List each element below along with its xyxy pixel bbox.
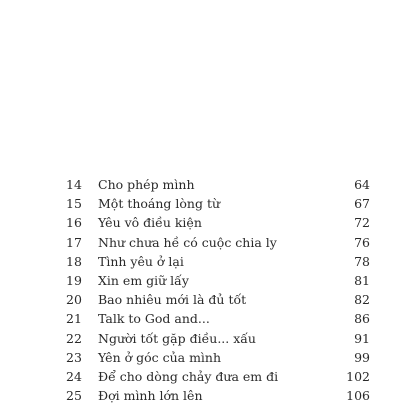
chapter-number: 24 (66, 368, 82, 384)
chapter-number: 18 (66, 253, 82, 269)
chapter-title: Xin em giữ lấy (98, 272, 189, 288)
chapter-number: 25 (66, 388, 82, 404)
page-number: 81 (354, 272, 370, 288)
chapter-title: Tình yêu ở lại (98, 253, 184, 269)
chapter-number: 20 (66, 292, 82, 308)
page-number: 99 (354, 349, 370, 365)
chapter-number: 19 (66, 272, 82, 288)
chapter-number: 21 (66, 311, 82, 327)
chapter-title: Người tốt gặp điều... xấu (98, 330, 256, 346)
page-number: 67 (354, 196, 370, 212)
toc-entry (0, 309, 400, 328)
toc-entry (0, 386, 400, 405)
chapter-number: 22 (66, 330, 82, 346)
page-number: 82 (354, 292, 370, 308)
toc-entry (0, 329, 400, 348)
chapter-title: Cho phép mình (98, 177, 195, 192)
page-number: 76 (354, 234, 370, 250)
chapter-title: Như chưa hề có cuộc chia ly (98, 234, 277, 250)
page-number: 91 (354, 330, 370, 346)
toc-entry (0, 252, 400, 271)
page-number: 72 (354, 215, 370, 231)
toc-entry (0, 290, 400, 309)
chapter-title: Đợi mình lớn lên (98, 388, 203, 404)
chapter-title: Yêu vô điều kiện (98, 215, 202, 231)
chapter-title: Để cho dòng chảy đưa em đi (98, 368, 279, 384)
chapter-number: 16 (66, 215, 82, 231)
chapter-title: Bao nhiêu mới là đủ tốt (98, 292, 247, 308)
toc-entry (0, 213, 400, 232)
page-number: 102 (346, 368, 370, 384)
page-number: 106 (346, 388, 370, 404)
toc-entry (0, 367, 400, 386)
chapter-number: 17 (66, 234, 82, 250)
toc-entry (0, 348, 400, 367)
chapter-number: 15 (66, 196, 82, 212)
toc-entry (0, 271, 400, 290)
toc-entry (0, 194, 400, 213)
toc-entry (0, 233, 400, 252)
chapter-number: 23 (66, 349, 82, 365)
page-number: 78 (354, 253, 370, 269)
table-of-contents (0, 175, 400, 405)
chapter-title: Một thoáng lòng từ (98, 196, 221, 212)
chapter-title: Yên ở góc của mình (98, 349, 222, 365)
chapter-title: Talk to God and... (98, 311, 210, 327)
page-number: 86 (354, 311, 370, 327)
page-number: 64 (354, 177, 370, 192)
chapter-number: 14 (66, 177, 82, 192)
toc-entry (0, 175, 400, 194)
